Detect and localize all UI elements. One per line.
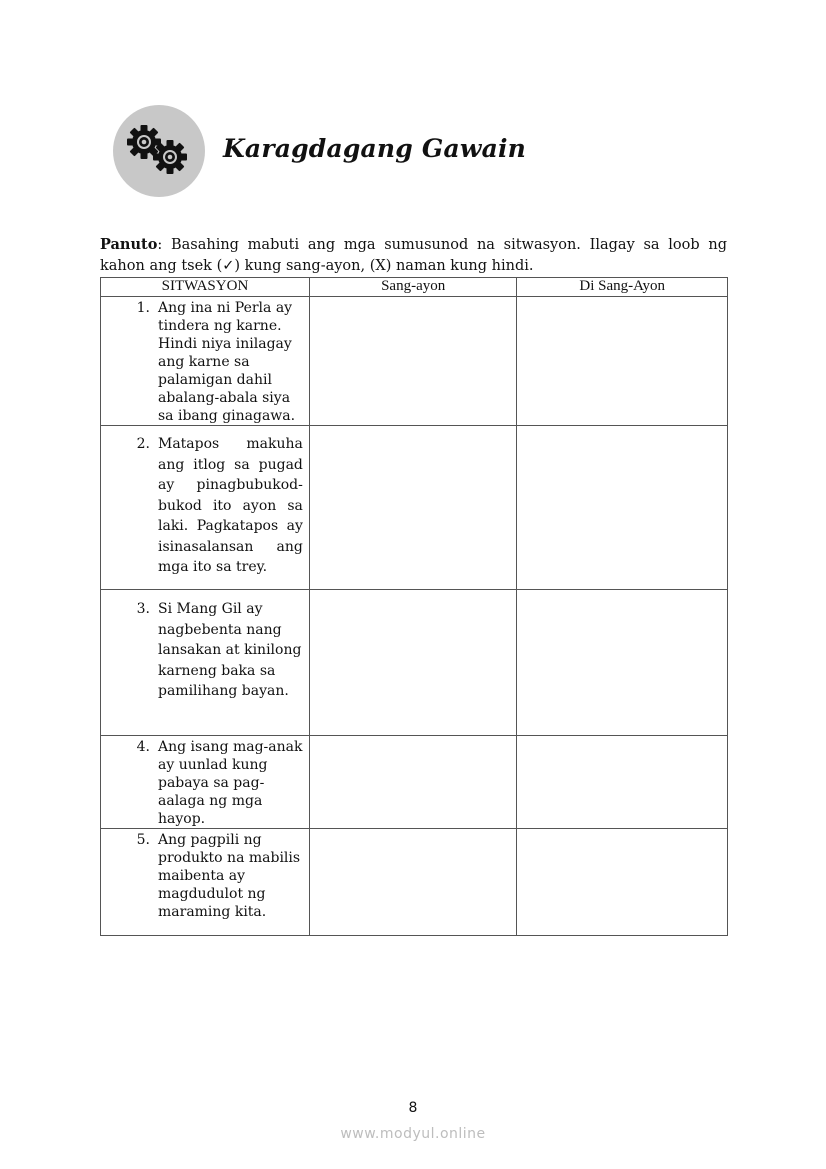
situation-text: Matapos makuha ang itlog sa pugad ay pinagbubukod-bukod ito ayon sa laki. Pagkatapos ay isinasalansan ang mga ito sa trey.	[158, 436, 303, 575]
header-sang-ayon: Sang-ayon	[309, 278, 517, 297]
instructions-label: Panuto	[100, 236, 158, 253]
sang-ayon-cell[interactable]	[309, 426, 517, 590]
header-sitwasyon: SITWASYON	[101, 278, 310, 297]
row-number: 3.	[136, 601, 150, 617]
situation-text: Si Mang Gil ay nagbebenta nang lansakan at kinilong karneng baka sa pamilihang bayan.	[158, 601, 302, 699]
sang-ayon-cell[interactable]	[309, 829, 517, 936]
row-number: 1.	[136, 300, 150, 316]
table-row	[101, 426, 728, 590]
sang-ayon-cell[interactable]	[309, 590, 517, 736]
di-sang-ayon-cell[interactable]	[517, 297, 728, 426]
header-di-sang-ayon: Di Sang-Ayon	[517, 278, 728, 297]
activity-table	[100, 277, 728, 936]
situation-cell	[101, 829, 310, 936]
situation-text: Ang ina ni Perla ay tindera ng karne. Hindi niya inilagay ang karne sa palamigan dahil abalang-abala siya sa ibang ginagawa.	[158, 300, 296, 424]
sang-ayon-cell[interactable]	[309, 736, 517, 829]
instructions-text: : Basahing mabuti ang mga sumusunod na sitwasyon. Ilagay sa loob ng kahon ang tsek (✓) kung sang-ayon, (X) naman kung hindi.	[100, 237, 727, 274]
gears-icon	[113, 105, 205, 197]
row-number: 5.	[136, 832, 150, 848]
situation-text: Ang pagpili ng produkto na mabilis maibenta ay magdudulot ng maraming kita.	[158, 832, 301, 920]
table-row	[101, 829, 728, 936]
di-sang-ayon-cell[interactable]	[517, 590, 728, 736]
table-row	[101, 590, 728, 736]
sang-ayon-cell[interactable]	[309, 297, 517, 426]
table-header-row	[101, 278, 728, 297]
situation-cell	[101, 426, 310, 590]
situation-cell	[101, 590, 310, 736]
page-title: Karagdagang Gawain	[223, 134, 527, 163]
di-sang-ayon-cell[interactable]	[517, 829, 728, 936]
situation-text: Ang isang mag-anak ay uunlad kung pabaya sa pag-aalaga ng mga hayop.	[158, 739, 303, 827]
row-number: 4.	[136, 739, 150, 755]
page-number: 8	[408, 1100, 418, 1116]
instructions	[100, 234, 727, 277]
di-sang-ayon-cell[interactable]	[517, 426, 728, 590]
table-row	[101, 736, 728, 829]
situation-cell	[101, 297, 310, 426]
di-sang-ayon-cell[interactable]	[517, 736, 728, 829]
situation-cell	[101, 736, 310, 829]
row-number: 2.	[136, 436, 150, 452]
watermark: www.modyul.online	[340, 1126, 486, 1142]
table-row	[101, 297, 728, 426]
